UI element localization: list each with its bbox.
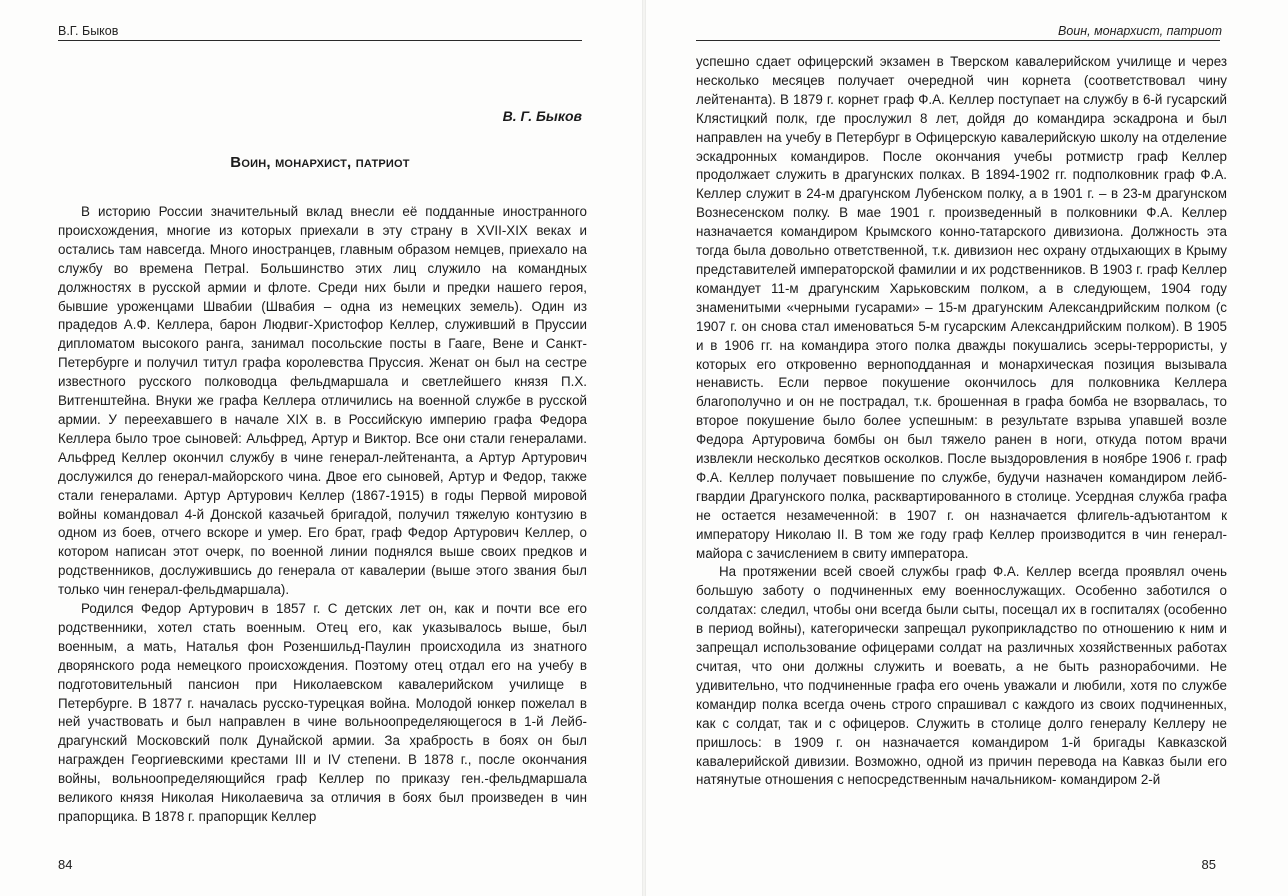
article-author: В. Г. Быков [502, 108, 582, 124]
header-rule-right [696, 40, 1220, 41]
left-body-text [58, 203, 587, 827]
header-rule-left [58, 40, 582, 41]
running-head-left: В.Г. Быков [58, 24, 119, 38]
page-number-left: 84 [58, 857, 73, 872]
paragraph: успешно сдает офицерский экзамен в Тверском кавалерийском училище и через несколько месяцев получает очередной чин корнета (соответствовал чину лейтенанта). В 1879 г. корнет граф Ф.А. Келлер поступает на службу в 6-й гусарский Клястицкий полк, где прослужил 8 лет, дойдя до командира эскадрона и был направлен на учебу в Петербург в Офицерскую кавалерийскую школу на отделение эскадронных командиров. После окончания учебы ротмистр граф Келлер продолжает служить в драгунских полках. В 1894-1902 гг. подполковник граф Ф.А. Келлер служит в 24-м драгунском Лубенском полку, а в 1901 г. – в 23-м драгунском Вознесенском полку. В мае 1901 г. произведенный в полковники Ф.А. Келлер назначается командиром Крымского конно-татарского дивизиона. Должность эта тогда была довольно ответственной, т.к. дивизион нес охрану отдыхающих в Крыму представителей императорской фамилии и их родственников. В 1903 г. граф Келлер командует 11-м драгунским Харьковским полком, а в следующем, 1904 году знаменитыми «черными гусарами» – 15-м драгунским Александрийским полком (с 1907 г. он снова стал именоваться 5-м гусарским Александрийским полком). В 1905 и в 1906 гг. на командира этого полка дважды покушались эсеры-террористы, у которых его откровенно верноподданная и монархическая позиция вызывала ненависть. Если первое покушение окончилось для полковника Келлера благополучно и он не пострадал, т.к. брошенная в графа бомба не взорвалась, то второе покушение было более успешным: в результате взрыва упавшей возле Федора Артуровича бомбы он был тяжело ранен в ноги, откуда потом врачи извлекли несколько десятков осколков. После выздоровления в ноябре 1906 г. граф Ф.А. Келлер получает повышение по службе, будучи назначен командиром лейб-гвардии Драгунского полка, расквартированного в столице. Усердная служба графа не остается незамеченной: в 1907 г. он назначается флигель-адъютантом к императору Николаю II. В том же году граф Келлер производится в чин генерал-майора с зачислением в свиту императора. [696, 54, 1227, 561]
running-head-right: Воин, монархист, патриот [1058, 24, 1222, 38]
paragraph: Родился Федор Артурович в 1857 г. С детских лет он, как и почти все его родственники, хотел стать военным. Отец его, как указывалось выше, был военным, а мать, Наталья фон Розеншильд-Паулин происходила из знатного дворянского рода немецкого происхождения. Поэтому отец отдал его на учебу в подготовительный пансион при Николаевском кавалерийском училище в Петербурге. В 1877 г. началась русско-турецкая война. Молодой юнкер пожелал в ней участвовать и был направлен в чине вольноопределяющегося в 1-й Лейб-драгунский Московский полк Дунайской армии. За храбрость в боях он был награжден Георгиевскими крестами III и IV степени. В 1878 г., после окончания войны, вольноопределяющийся граф Келлер по приказу ген.-фельдмаршала великого князя Николая Николаевича за отличия в боях был произведен в чин прапорщика. В 1878 г. прапорщик Келлер [58, 601, 587, 824]
paragraph: На протяжении всей своей службы граф Ф.А. Келлер всегда проявлял очень большую заботу о подчиненных ему военнослужащих. Особенно заботился о солдатах: следил, чтобы они всегда были сыты, посещал их в госпиталях (особенно в период войны), категорически запрещал рукоприкладство по отношению к ним и запрещал использование офицерами солдат на различных хозяйственных работах считая, что они должны служить и воевать, а не быть разнорабочими. Не удивительно, что подчиненные графа его очень уважали и любили, хотя по службе командир полка всегда очень строго спрашивал с каждого из своих подчиненных, как с солдат, так и с офицеров. Служить в столице долго генералу Келлеру не пришлось: в 1909 г. он назначается командиром 1-й бригады Кавказской кавалерийской дивизии. Возможно, одной из причин перевода на Кавказ были его натянутые отношения с непосредственным начальником- командиром 2-й [696, 564, 1227, 788]
article-title: Воин, монархист, патриот [230, 154, 410, 171]
right-page [644, 0, 1288, 896]
page-number-right: 85 [1201, 857, 1216, 872]
right-body-text [696, 53, 1227, 790]
paragraph: В историю России значительный вклад внесли её подданные иностранного происхождения, многие из которых приехали в эту страну в XVII-XIX веках и остались там навсегда. Много иностранцев, главным образом немцев, приехало на службу во времена ПетраI. Большинство этих лиц служило на командных должностях в русской армии и флоте. Среди них были и предки нашего героя, бывшие уроженцами Швабии (Швабия – одна из немецких земель). Один из прадедов А.Ф. Келлера, барон Людвиг-Христофор Келлер, служивший в Пруссии дипломатом высокого ранга, занимал посольские посты в Гааге, Вене и Санкт-Петербурге и получил титул графа королевства Пруссия. Женат он был на сестре известного русского полководца фельдмаршала и светлейшего князя П.Х. Витгенштейна. Внуки же графа Келлера отличились на военной службе в русской армии. У переехавшего в начале XIX в. в Российскую империю графа Федора Келлера было трое сыновей: Альфред, Артур и Виктор. Все они стали генералами. Альфред Келлер окончил службу в чине генерал-лейтенанта, а Артур Артурович дослужился до генерал-майорского чина. Двое его сыновей, Артур и Федор, также стали генералами. Артур Артурович Келлер (1867-1915) в годы Первой мировой войны командовал 4-й Донской казачьей бригадой, получил тяжелую контузию в одном из боев, отчего вскоре и умер. Его брат, граф Федор Артурович Келлер, о котором написан этот очерк, по военной линии поднялся выше своих предков и родственников, дослужившись до генерала от кавалерии (выше этого звания был только чин генерал-фельдмаршала). [58, 204, 587, 598]
